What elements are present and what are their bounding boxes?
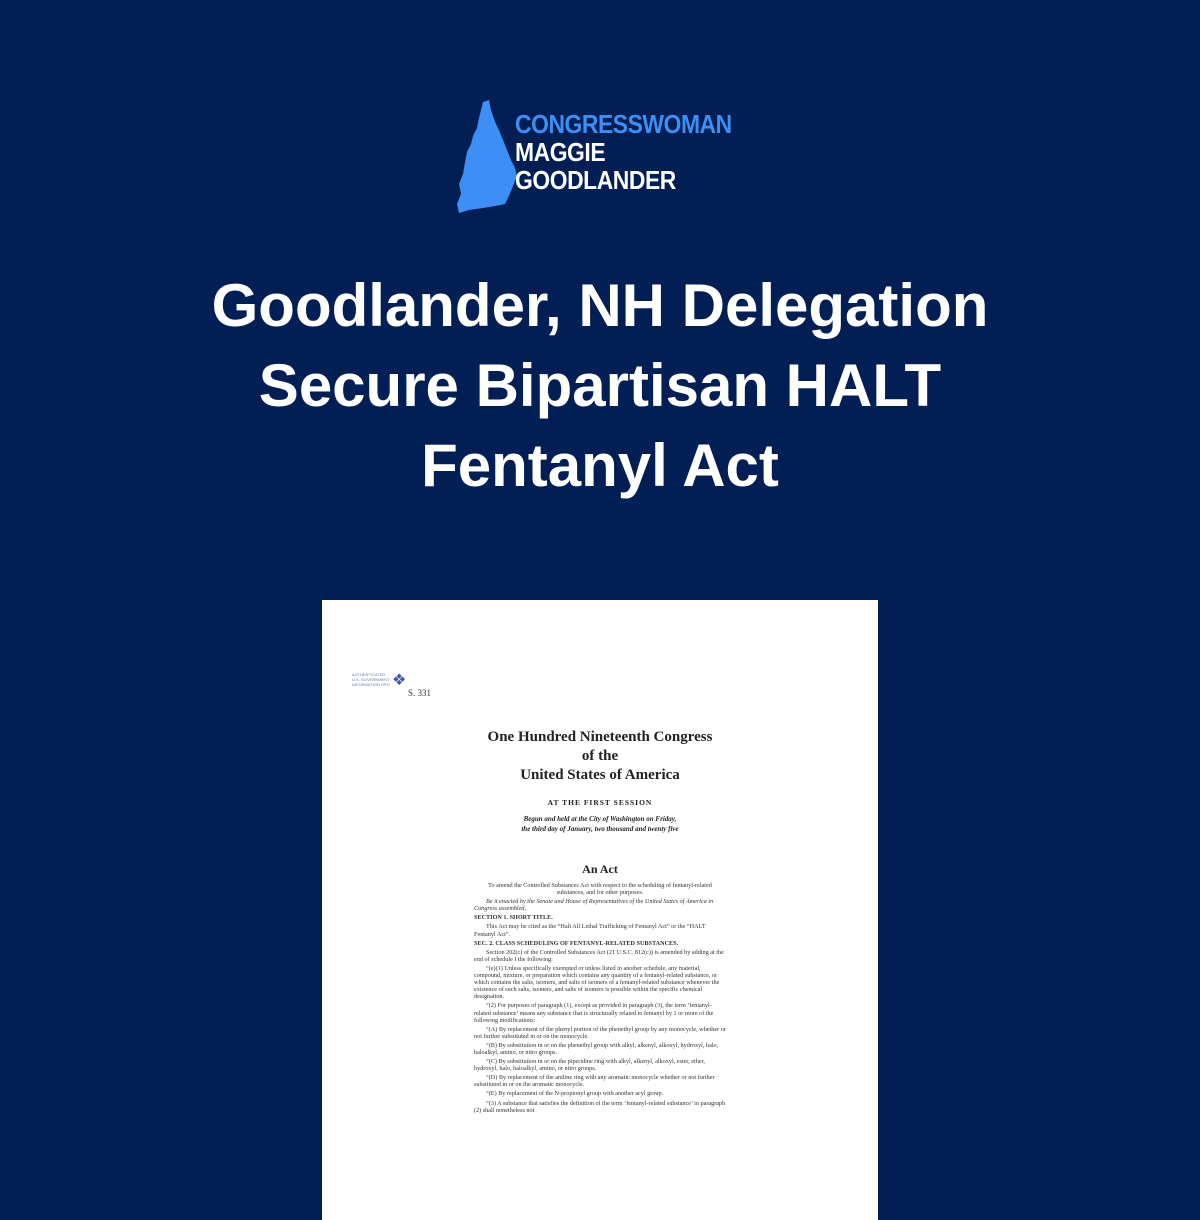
bill-number: S. 331 xyxy=(408,688,432,698)
bill-document-image xyxy=(322,600,878,1220)
new-hampshire-map-icon xyxy=(455,100,517,213)
begun-text xyxy=(322,814,878,834)
logo-last-name: GOODLANDER xyxy=(515,165,676,195)
enacting-clause: Be it enacted by the Senate and House of Representatives of the United States of America in Congress assembled, xyxy=(474,898,714,913)
paragraph-e2: “(2) For purposes of paragraph (1), except as provided in paragraph (3), the term ‘fentanyl-related substance’ means any substance that is structurally related to fentanyl by 1 or more of the following modifications: xyxy=(474,1002,714,1024)
session-line: AT THE FIRST SESSION xyxy=(547,798,653,807)
section-1-heading: SECTION 1. SHORT TITLE. xyxy=(474,914,553,922)
begun-line-1: Begun and held at the City of Washington on Friday, xyxy=(523,815,677,823)
logo-title: CONGRESSWOMAN xyxy=(515,109,732,139)
headline xyxy=(60,266,1140,506)
congress-line-3: United States of America xyxy=(520,767,680,783)
congress-line-1: One Hundred Nineteenth Congress xyxy=(487,729,713,745)
congress-line-2: of the xyxy=(581,748,619,764)
eagle-icon: ❖ xyxy=(392,672,407,689)
logo xyxy=(455,100,755,215)
section-2-intro: Section 202(c) of the Controlled Substances Act (21 U.S.C. 812(c)) is amended by adding at the end of schedule I the following: xyxy=(474,948,724,963)
headline-line-3: Fentanyl Act xyxy=(421,432,779,499)
subparagraph-b: “(B) By substitution in or on the phenethyl group with alkyl, alkenyl, alkoxyl, hydroxyl, halo, haloalkyl, amino, or nitro groups. xyxy=(474,1041,719,1056)
an-act-heading: An Act xyxy=(582,862,618,876)
congress-heading xyxy=(322,728,878,785)
subparagraph-c: “(C) By substitution in or on the piperidine ring with alkyl, alkenyl, alkoxyl, ester, ether, hydroxyl, halo, haloalkyl, amino, or nitro groups. xyxy=(474,1058,705,1073)
begun-line-2: the third day of January, two thousand and twenty five xyxy=(521,825,679,833)
gpo-seal xyxy=(352,668,418,706)
section-1-text: This Act may be cited as the “Halt All Lethal Trafficking of Fentanyl Act” or the “HALT Fentanyl Act”. xyxy=(474,923,706,938)
seal-text: AUTHENTICATED U.S. GOVERNMENT INFORMATION GPO xyxy=(352,672,390,687)
section-2-heading: SEC. 2. CLASS SCHEDULING OF FENTANYL-RELATED SUBSTANCES. xyxy=(474,939,679,947)
headline-line-1: Goodlander, NH Delegation xyxy=(211,272,989,339)
subparagraph-d: “(D) By replacement of the aniline ring with any aromatic monocycle whether or not further substituted in or on the aromatic monocycle. xyxy=(474,1074,715,1089)
subparagraph-a: “(A) By replacement of the phenyl portion of the phenethyl group by any monocycle, whether or not further substituted in or on the monocycle. xyxy=(474,1025,726,1040)
logo-first-name: MAGGIE xyxy=(515,137,606,167)
bill-purpose: To amend the Controlled Substances Act with respect to the scheduling of fentanyl-related substances, and for other purposes. xyxy=(488,882,712,897)
bill-body xyxy=(474,882,726,1116)
headline-line-2: Secure Bipartisan HALT xyxy=(258,352,942,419)
paragraph-e1: “(e)(1) Unless specifically exempted or unless listed in another schedule, any material, compound, mixture, or preparation which contains any quantity of a fentanyl-related substance, or which contains the salts, isomers, and salts of isomers of a fentanyl-related substance whenever the existence of such salts, isomers, and salts of isomers is possible within the specific chemical designation. xyxy=(474,964,720,1001)
logo-text xyxy=(515,110,761,194)
subparagraph-e: “(E) By replacement of the N-propionyl group with another acyl group. xyxy=(486,1090,664,1098)
paragraph-3: “(3) A substance that satisfies the definition of the term ‘fentanyl-related substance’ in paragraph (2) shall nonetheless not xyxy=(474,1099,726,1114)
